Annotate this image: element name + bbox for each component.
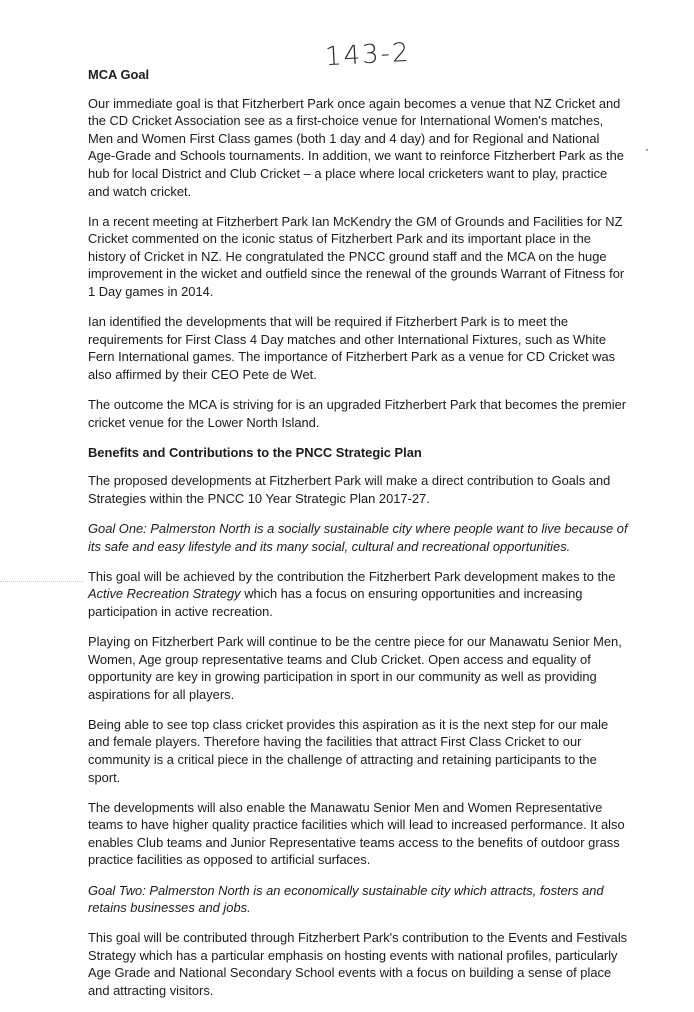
scan-speck bbox=[646, 149, 648, 151]
paragraph: Being able to see top class cricket provides this aspiration as it is the next step for our male and female players. Therefore having the facilities that attract First Class Cricket to our community is a critical piece in the challenge of attracting and retaining participants to the sport. bbox=[88, 716, 609, 785]
paragraph: This goal will be contributed through Fitzherbert Park's contribution to the Events and Festivals Strategy which has a particular emphasis on hosting events with national profiles, particularly Age Grade and National Secondary School events with a focus on building a sense of place and attracting visitors. bbox=[88, 930, 628, 999]
paragraph bbox=[88, 568, 628, 621]
paragraph: The developments will also enable the Manawatu Senior Men and Women Representative teams to have higher quality practice facilities which will lead to increased performance. It also enables Club teams and Junior Representative teams access to the benefits of outdoor grass practice facilities as opposed to artificial surfaces. bbox=[88, 799, 625, 868]
handwritten-page-number: 143-2 bbox=[324, 37, 412, 73]
heading-benefits: Benefits and Contributions to the PNCC Strategic Plan bbox=[88, 444, 422, 460]
paragraph: The proposed developments at Fitzherbert Park will make a direct contribution to Goals and Strategies within the PNCC 10 Year Strategic Plan 2017-27. bbox=[88, 473, 611, 506]
paragraph: Our immediate goal is that Fitzherbert Park once again becomes a venue that NZ Cricket and the CD Cricket Association see as a first-choice venue for International Women's matches, Men and Women First Class games (both 1 day and 4 day) and for Regional and National Age-Grade and Schools tournaments. In addition, we want to reinforce Fitzherbert Park as the hub for local District and Club Cricket – a place where local cricketers want to play, practice and watch cricket. bbox=[88, 95, 624, 199]
goal-two: Goal Two: Palmerston North is an economically sustainable city which attracts, fosters and retains businesses and jobs. bbox=[88, 882, 604, 916]
goal-one: Goal One: Palmerston North is a socially sustainable city where people want to live because of its safe and easy lifestyle and its many social, cultural and recreational opportunities. bbox=[88, 520, 628, 554]
paragraph: Playing on Fitzherbert Park will continue to be the centre piece for our Manawatu Senior Men, Women, Age group representative teams and Club Cricket. Open access and equality of opportunity are key in growing participation in sport in our community as well as providing aspirations for all players. bbox=[88, 633, 622, 702]
heading-mca-goal: MCA Goal bbox=[88, 67, 150, 82]
scan-dotted-line bbox=[0, 581, 84, 582]
document-body bbox=[88, 58, 628, 1012]
paragraph: The outcome the MCA is striving for is an upgraded Fitzherbert Park that becomes the premier cricket venue for the Lower North Island. bbox=[88, 397, 627, 430]
paragraph: Ian identified the developments that will be required if Fitzherbert Park is to meet the requirements for First Class 4 Day matches and other International Fixtures, such as White Fern International games. The importance of Fitzherbert Park as a venue for CD Cricket was also affirmed by their CEO Pete de Wet. bbox=[88, 314, 616, 382]
paragraph: In a recent meeting at Fitzherbert Park Ian McKendry the GM of Grounds and Facilities for NZ Cricket commented on the iconic status of Fitzherbert Park and its important place in the history of Cricket in NZ. He congratulated the PNCC ground staff and the MCA on the huge improvement in the wicket and outfield since the renewal of the grounds Warrant of Fitness for 1 Day games in 2014. bbox=[88, 213, 625, 300]
strategy-name: Active Recreation Strategy bbox=[88, 586, 241, 602]
text-run: This goal will be achieved by the contribution the Fitzherbert Park development makes to the bbox=[88, 568, 616, 584]
text-run: which has a focus on ensuring opportunities and increasing participation in active recreation. bbox=[88, 586, 583, 619]
